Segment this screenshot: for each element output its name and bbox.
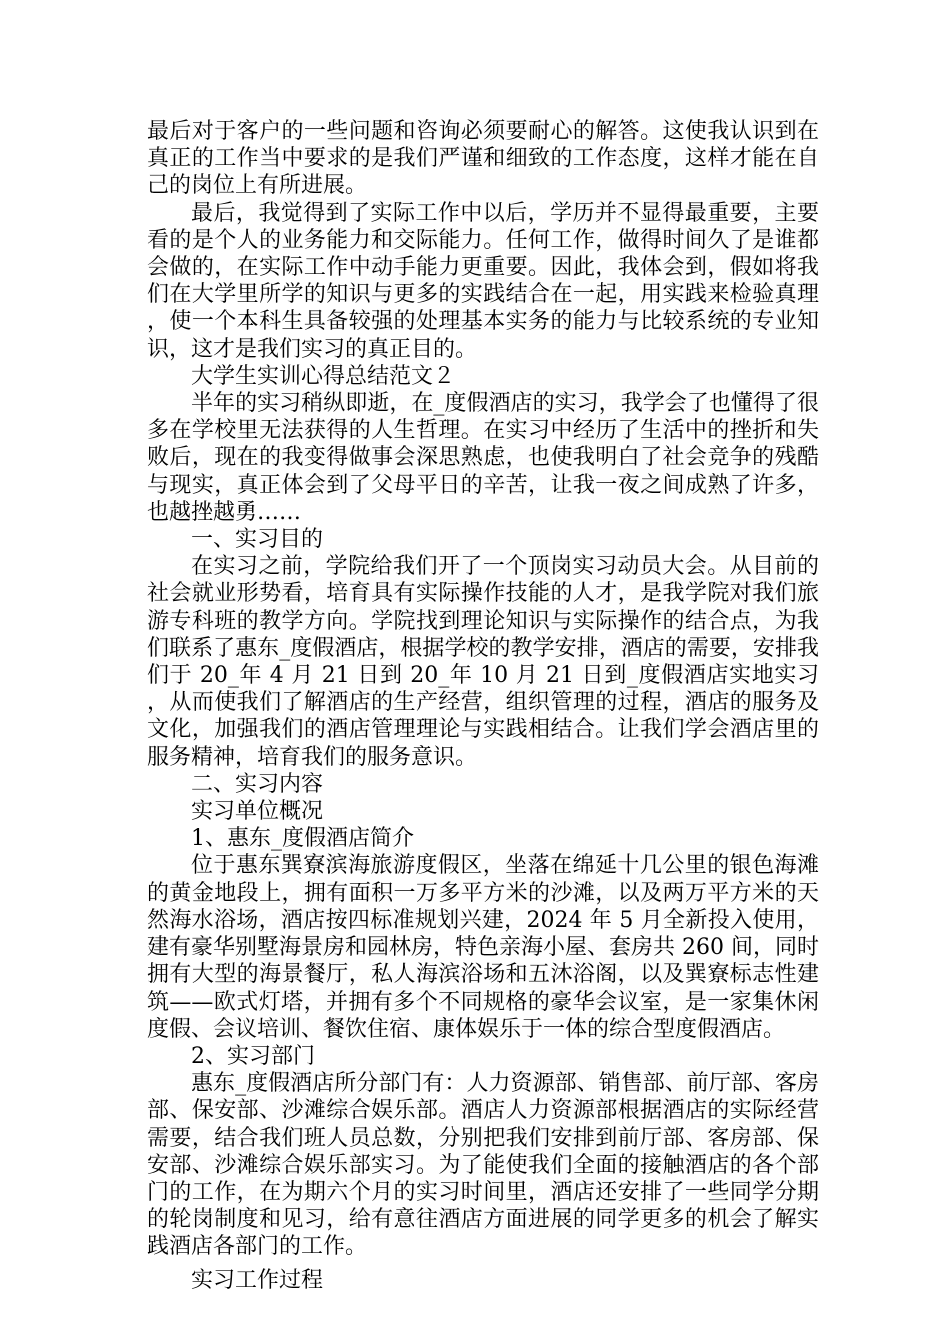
heading-work-process: 实习工作过程 (191, 1267, 324, 1293)
paragraph-intro: 半年的实习稍纵即逝，在_度假酒店的实习，我学会了也懂得了很多在学校里无法获得的人生哲理。在实习中经历了生活中的挫折和失败后，现在的我变得做事会深思熟虑，也使我明白了社会竞争的残酷与现实，真正体会到了父母平日的辛苦，让我一夜之间成熟了许多，也越挫越勇…… (147, 391, 819, 525)
section-title-essay-2: 大学生实训心得总结范文２ (191, 363, 456, 389)
paragraph-hotel-description: 位于惠东巽寮滨海旅游度假区，坐落在绵延十几公里的银色海滩的黄金地段上，拥有面积一万多平方米的沙滩，以及两万平方米的天然海水浴场，酒店按四标准规划兴建，2024 年 5 月全新投入使用，建有豪华别墅海景房和园林房，特色亲海小屋、套房共 260 间，同时拥有大型的海景餐厅，私人海滨浴场和五沐浴阁，以及巽寮标志性建筑——欧式灯塔，并拥有多个不同规格的豪华会议室，是一家集休闲度假、会议培训、餐饮住宿、康体娱乐于一体的综合型度假酒店。 (147, 853, 819, 1042)
heading-departments: 2、实习部门 (191, 1043, 315, 1069)
paragraph-conclusion: 最后，我觉得到了实际工作中以后，学历并不显得最重要，主要看的是个人的业务能力和交际能力。任何工作，做得时间久了是谁都会做的，在实际工作中动手能力更重要。因此，我体会到，假如将我们在大学里所学的知识与更多的实践结合在一起，用实践来检验真理，使一个本科生具备较强的处理基本实务的能力与比较系统的专业知识，这才是我们实习的真正目的。 (147, 200, 819, 362)
heading-hotel-intro: 1、惠东_度假酒店简介 (191, 826, 414, 852)
paragraph-closing-remarks: 最后对于客户的一些问题和咨询必须要耐心的解答。这使我认识到在真正的工作当中要求的是我们严谨和细致的工作态度，这样才能在自己的岗位上有所进展。 (147, 119, 819, 199)
heading-internship-content: 二、实习内容 (191, 771, 324, 797)
paragraph-purpose: 在实习之前，学院给我们开了一个顶岗实习动员大会。从目前的社会就业形势看，培育具有实际操作技能的人才，是我学院对我们旅游专科班的教学方向。学院找到理论知识与实际操作的结合点，为我们联系了惠东_度假酒店，根据学校的教学安排，酒店的需要，安排我们于 20_年 4 月 21 日到 20_年 10 月 21 日到_度假酒店实地实习，从而使我们了解酒店的生产经营，组织管理的过程，酒店的服务及文化，加强我们的酒店管理理论与实践相结合。让我们学会酒店里的服务精神，培育我们的服务意识。 (147, 554, 819, 770)
paragraph-departments: 惠东_度假酒店所分部门有：人力资源部、销售部、前厅部、客房部、保安部、沙滩综合娱乐部。酒店人力资源部根据酒店的实际经营需要，结合我们班人员总数，分别把我们安排到前厅部、客房部、保安部、沙滩综合娱乐部实习。为了能使我们全面的接触酒店的各个部门的工作，在为期六个月的实习时间里，酒店还安排了一些同学分期的轮岗制度和见习，给有意往酒店方面进展的同学更多的机会了解实践酒店各部门的工作。 (147, 1071, 819, 1260)
document-page (147, 118, 819, 1294)
heading-unit-overview: 实习单位概况 (191, 799, 324, 825)
heading-internship-purpose: 一、实习目的 (191, 527, 324, 553)
